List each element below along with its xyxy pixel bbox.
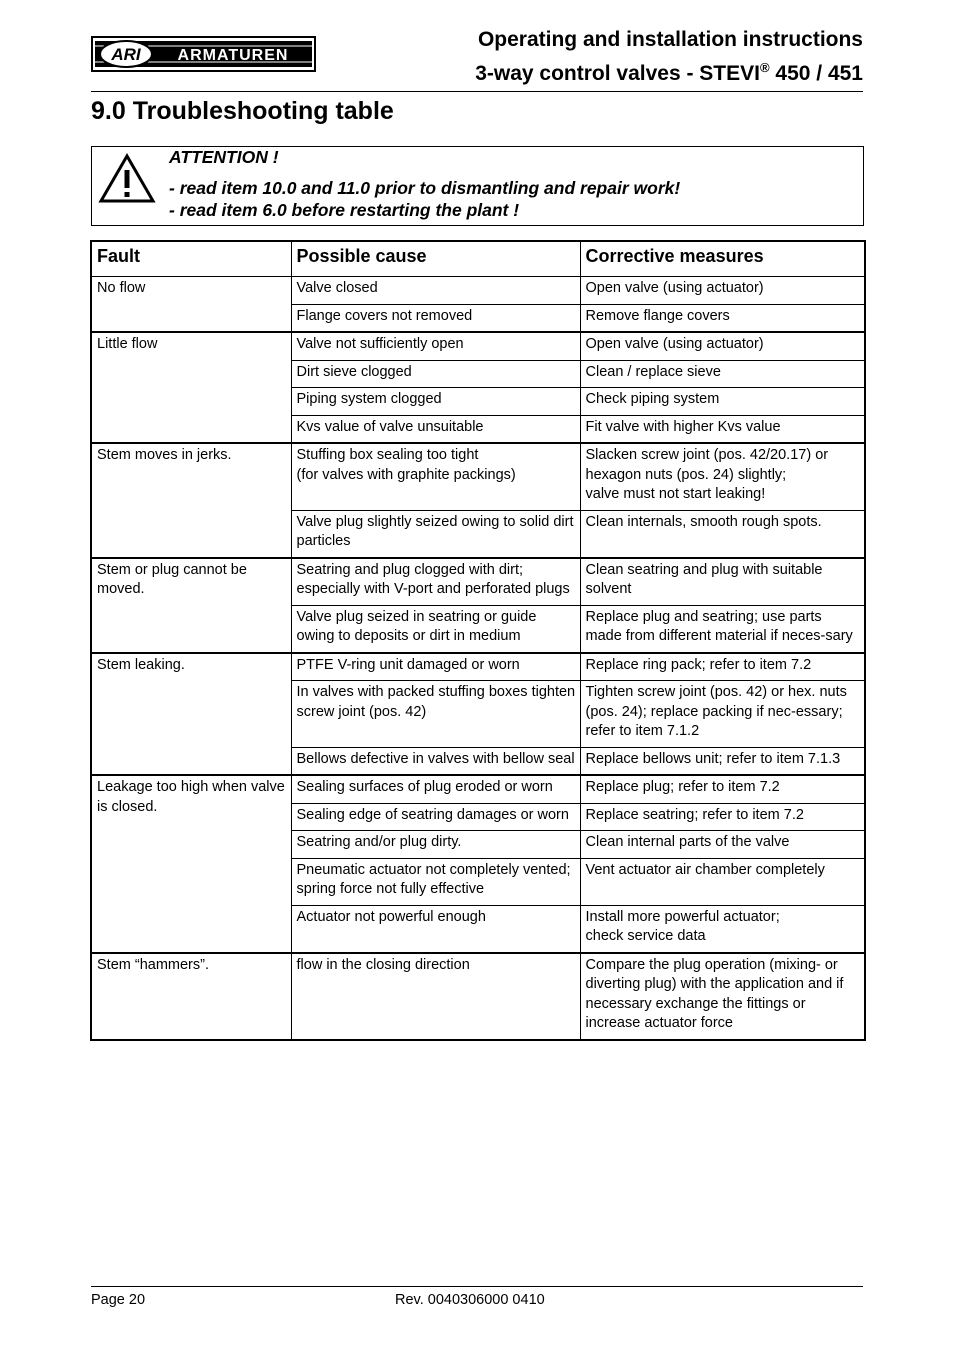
troubleshooting-table xyxy=(90,240,866,1041)
cause-cell: PTFE V-ring unit damaged or worn xyxy=(291,653,580,681)
fault-cell: Stem moves in jerks. xyxy=(91,443,291,558)
cause-cell: Seatring and plug clogged with dirt; especially with V-port and perforated plugs xyxy=(291,558,580,606)
cause-cell: Seatring and/or plug dirty. xyxy=(291,831,580,859)
cause-cell: Kvs value of valve unsuitable xyxy=(291,415,580,443)
table-row xyxy=(91,558,865,606)
cause-cell: flow in the closing direction xyxy=(291,953,580,1040)
ari-armaturen-logo xyxy=(91,36,316,72)
measure-cell: Replace bellows unit; refer to item 7.1.3 xyxy=(580,747,865,775)
measure-cell: Vent actuator air chamber completely xyxy=(580,858,865,905)
cause-cell: Bellows defective in valves with bellow seal xyxy=(291,747,580,775)
cause-cell: Dirt sieve clogged xyxy=(291,360,580,388)
fault-cell: Leakage too high when valve is closed. xyxy=(91,775,291,953)
cause-cell: Pneumatic actuator not completely vented; spring force not fully effective xyxy=(291,858,580,905)
table-row xyxy=(91,332,865,360)
table-row xyxy=(91,953,865,1040)
measure-cell: Open valve (using actuator) xyxy=(580,332,865,360)
measure-cell: Clean internals, smooth rough spots. xyxy=(580,510,865,558)
svg-text:ARMATUREN: ARMATUREN xyxy=(177,47,289,64)
table-body xyxy=(91,277,865,1040)
cause-cell: Flange covers not removed xyxy=(291,304,580,332)
revision-number: Rev. 0040306000 0410 xyxy=(395,1292,545,1308)
fault-cell: No flow xyxy=(91,277,291,333)
warning-triangle-icon xyxy=(98,153,156,205)
fault-cell: Stem leaking. xyxy=(91,653,291,776)
table-row xyxy=(91,775,865,803)
measure-cell: Install more powerful actuator; check service data xyxy=(580,905,865,953)
cause-cell: Valve closed xyxy=(291,277,580,305)
cause-cell: Stuffing box sealing too tight (for valves with graphite packings) xyxy=(291,443,580,510)
measure-cell: Replace plug and seatring; use parts made from different material if neces-sary xyxy=(580,605,865,653)
header-divider xyxy=(91,91,863,92)
header-title-line2: 3-way control valves - STEVI® 450 / 451 xyxy=(475,60,863,85)
table-row xyxy=(91,653,865,681)
cause-cell: In valves with packed stuffing boxes tighten screw joint (pos. 42) xyxy=(291,681,580,748)
page-number: Page 20 xyxy=(91,1292,146,1308)
measure-cell: Compare the plug operation (mixing- or diverting plug) with the application and if necessary exchange the fittings or increase actuator force xyxy=(580,953,865,1040)
cause-cell: Valve plug seized in seatring or guide owing to deposits or dirt in medium xyxy=(291,605,580,653)
table-row xyxy=(91,443,865,510)
cause-cell: Sealing surfaces of plug eroded or worn xyxy=(291,775,580,803)
cause-cell: Sealing edge of seatring damages or worn xyxy=(291,803,580,831)
column-header-fault: Fault xyxy=(91,241,291,277)
attention-line-2: - read item 6.0 before restarting the plant ! xyxy=(169,200,520,220)
column-header-cause: Possible cause xyxy=(291,241,580,277)
cause-cell: Valve plug slightly seized owing to solid dirt particles xyxy=(291,510,580,558)
svg-text:ARI: ARI xyxy=(111,45,141,64)
attention-heading: ATTENTION ! xyxy=(169,147,279,167)
cause-cell: Valve not sufficiently open xyxy=(291,332,580,360)
cause-cell: Piping system clogged xyxy=(291,388,580,416)
measure-cell: Clean seatring and plug with suitable solvent xyxy=(580,558,865,606)
fault-cell: Stem or plug cannot be moved. xyxy=(91,558,291,653)
measure-cell: Open valve (using actuator) xyxy=(580,277,865,305)
fault-cell: Little flow xyxy=(91,332,291,443)
section-title: 9.0 Troubleshooting table xyxy=(91,97,394,125)
cause-cell: Actuator not powerful enough xyxy=(291,905,580,953)
fault-cell: Stem “hammers”. xyxy=(91,953,291,1040)
measure-cell: Slacken screw joint (pos. 42/20.17) or hexagon nuts (pos. 24) slightly; valve must not start leaking! xyxy=(580,443,865,510)
measure-cell: Replace seatring; refer to item 7.2 xyxy=(580,803,865,831)
table-header-row xyxy=(91,241,865,277)
measure-cell: Clean internal parts of the valve xyxy=(580,831,865,859)
attention-line-1: - read item 10.0 and 11.0 prior to dismantling and repair work! xyxy=(169,178,681,198)
table-row xyxy=(91,277,865,305)
measure-cell: Remove flange covers xyxy=(580,304,865,332)
measure-cell: Fit valve with higher Kvs value xyxy=(580,415,865,443)
header-title-line1: Operating and installation instructions xyxy=(477,28,863,51)
measure-cell: Replace plug; refer to item 7.2 xyxy=(580,775,865,803)
column-header-measures: Corrective measures xyxy=(580,241,865,277)
measure-cell: Replace ring pack; refer to item 7.2 xyxy=(580,653,865,681)
footer-divider xyxy=(91,1286,863,1287)
measure-cell: Clean / replace sieve xyxy=(580,360,865,388)
measure-cell: Tighten screw joint (pos. 42) or hex. nuts (pos. 24); replace packing if nec-essary; refer to item 7.1.2 xyxy=(580,681,865,748)
document-header-title xyxy=(475,26,863,88)
attention-box xyxy=(91,146,864,226)
measure-cell: Check piping system xyxy=(580,388,865,416)
